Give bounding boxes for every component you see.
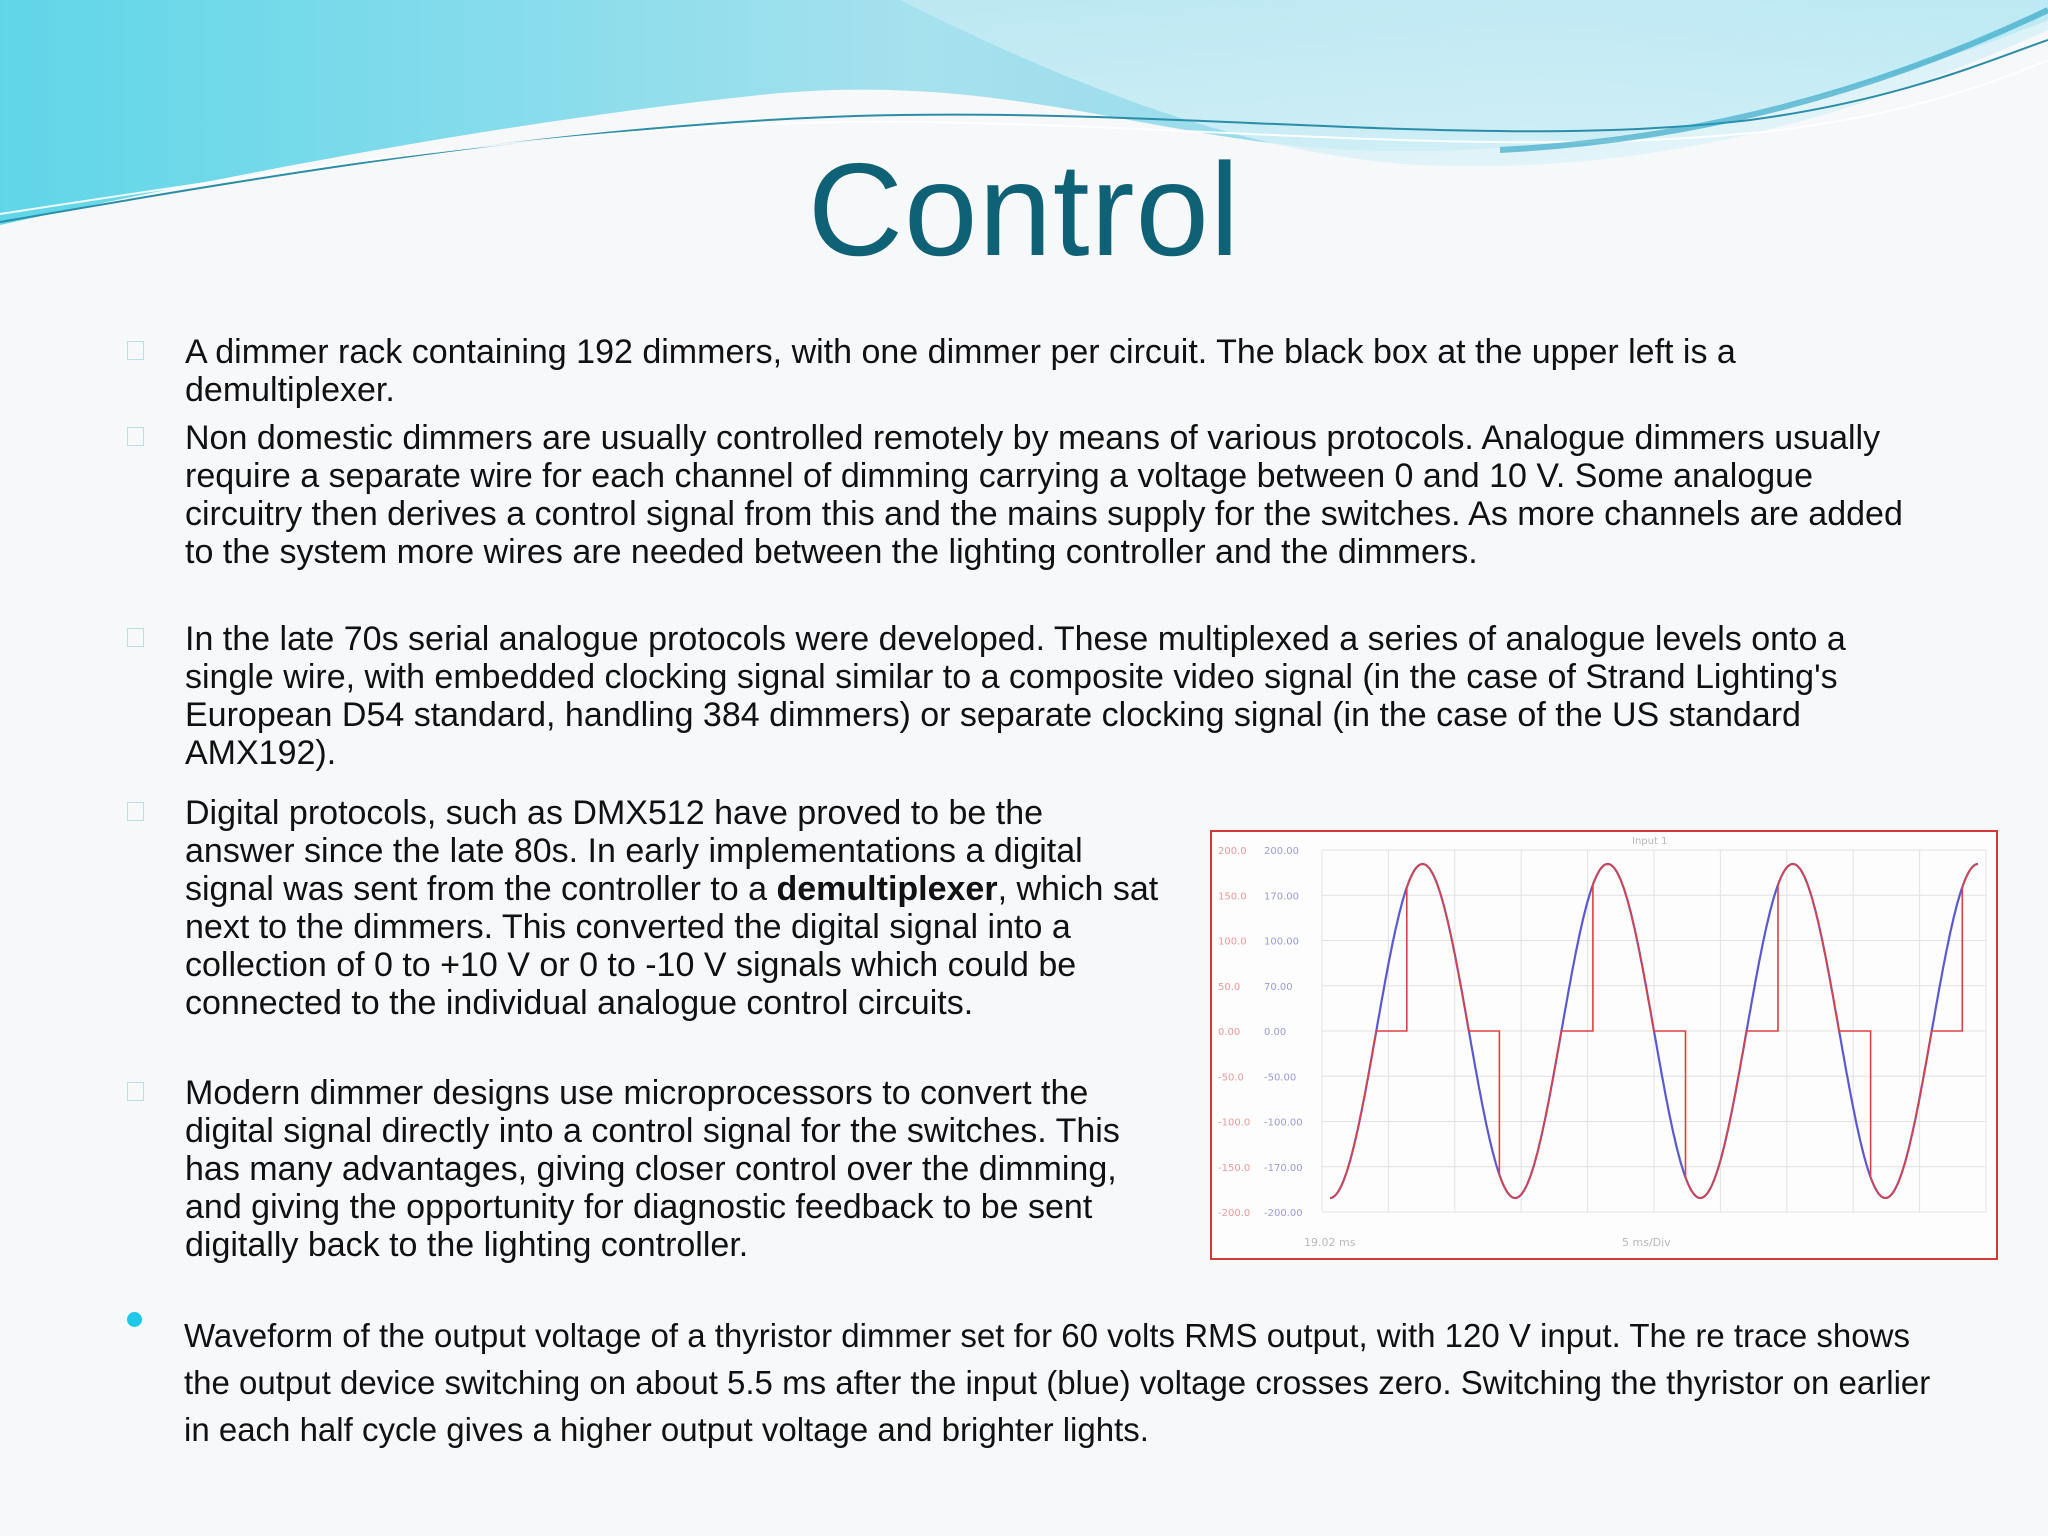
y-tick-left: 150.0 (1218, 891, 1247, 903)
y-tick-right: -50.00 (1264, 1072, 1297, 1084)
slide-title: Control (807, 136, 1241, 283)
y-tick-left: -50.0 (1218, 1072, 1244, 1084)
y-tick-right: 100.00 (1264, 936, 1299, 948)
bullet-marker-icon (127, 802, 144, 821)
waveform-figure (1210, 830, 1998, 1260)
chart-timebase-label: 5 ms/Div (1622, 1236, 1671, 1249)
y-tick-right: 170.00 (1264, 891, 1299, 903)
y-tick-left: -200.0 (1218, 1208, 1251, 1219)
y-tick-right: 70.00 (1264, 981, 1293, 993)
bullet-serial-analogue: In the late 70s serial analogue protocols were developed. These multiplexed a series of analogue levels onto a single wire, with embedded clocking signal similar to a composite video signal (in the case of Strand Lighting's European D54 standard, handling 384 dimmers) or separate clocking signal (in the case of the US standard AMX192). (185, 620, 1846, 772)
demultiplexer-term: demultiplexer (776, 870, 998, 908)
caption-bullet-icon (127, 1312, 142, 1327)
y-tick-right: 200.00 (1264, 846, 1299, 857)
bullet-marker-icon (127, 1082, 144, 1101)
chart-time-readout: 19.02 ms (1304, 1236, 1356, 1249)
y-tick-left: 50.0 (1218, 981, 1241, 993)
bullet-digital-protocols (185, 794, 1160, 1022)
y-tick-right: -170.00 (1264, 1162, 1303, 1174)
bullet-analogue-dimmers: Non domestic dimmers are usually controlled remotely by means of various protocols. Analogue dimmers usually require a separate wire for each channel of dimming carrying a voltage between 0 and 10 V. Some analogue circuitry then derives a control signal from this and the mains supply for the switches. As more channels are added to the system more wires are needed between the lighting controller and the dimmers. (185, 419, 1903, 571)
bullet-dimmer-rack: A dimmer rack containing 192 dimmers, with one dimmer per circuit. The black box at the upper left is a demultiplexer. (185, 333, 1736, 409)
bullet-marker-icon (127, 427, 144, 446)
chart-ticks (1218, 846, 1303, 1219)
waveform-chart (1212, 832, 1996, 1258)
y-tick-left: -100.0 (1218, 1117, 1251, 1129)
figure-caption: Waveform of the output voltage of a thyristor dimmer set for 60 volts RMS output, with 120 V input. The re trace shows the output device switching on about 5.5 ms after the input (blue) voltage crosses zero. Switching the thyristor on earlier in each half cycle gives a higher output voltage and brighter lights. (184, 1317, 1931, 1448)
bullet-digital-text-start: Digital protocols, such as DMX512 have proved to be the answer since the late 80s. In early implementations a digital signal was sent from the controller to a (185, 794, 1083, 908)
y-tick-left: 0.00 (1218, 1027, 1241, 1038)
bullet-digital-text-end: , which sat next to the dimmers. This converted the digital signal into a collection of 0 to +10 V or 0 to -10 V signals which could be connected to the individual analogue control circuits. (185, 870, 1159, 1022)
y-tick-left: -150.0 (1218, 1162, 1251, 1174)
chart-top-label: Input 1 (1632, 836, 1668, 847)
y-tick-right: -200.00 (1264, 1208, 1303, 1219)
y-tick-right: -100.00 (1264, 1117, 1303, 1129)
y-tick-left: 100.0 (1218, 936, 1247, 948)
y-tick-left: 200.0 (1218, 846, 1247, 857)
bullet-marker-icon (127, 341, 144, 360)
bullet-marker-icon (127, 628, 144, 647)
bullet-modern-dimmers: Modern dimmer designs use microprocessors to convert the digital signal directly into a control signal for the switches. This has many advantages, giving closer control over the dimming, and giving the opportunity for diagnostic feedback to be sent digitally back to the lighting controller. (185, 1074, 1120, 1264)
y-tick-right: 0.00 (1264, 1027, 1287, 1038)
